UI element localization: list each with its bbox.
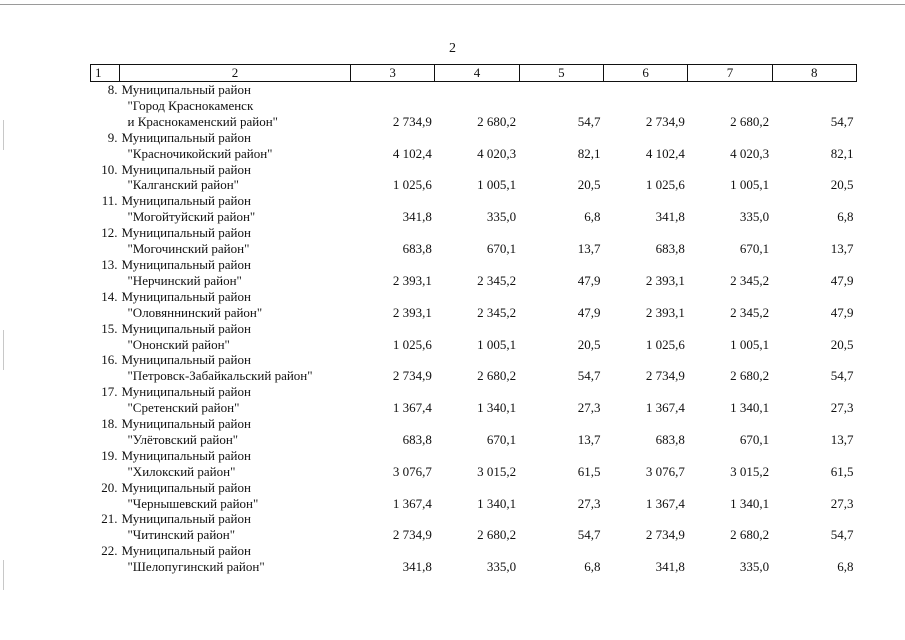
district-name-line: Муниципальный район	[121, 320, 251, 336]
header-col-5: 5	[519, 65, 603, 82]
table-row	[91, 511, 857, 543]
value-col-7: 2 345,2	[730, 272, 770, 288]
value-col-5: 27,3	[577, 400, 601, 416]
district-name	[120, 289, 351, 321]
value-col-5: 13,7	[577, 431, 601, 447]
value-col-8: 6,8	[837, 209, 854, 225]
value-col-5: 54,7	[577, 527, 601, 543]
value-col-7: 2 680,2	[730, 527, 770, 543]
district-name-line: "Читинский район"	[127, 527, 236, 543]
table-row	[91, 257, 857, 289]
header-col-4: 4	[435, 65, 519, 82]
value-col-3: 4 102,4	[392, 145, 432, 161]
header-row	[91, 65, 857, 82]
value-col-8: 47,9	[830, 272, 854, 288]
district-name-line: Муниципальный район	[121, 82, 251, 97]
district-name-line: "Оловяннинский район"	[127, 304, 263, 320]
district-name-line: Муниципальный район	[121, 479, 251, 495]
value-col-6: 683,8	[655, 241, 685, 257]
value-col-8: 82,1	[830, 145, 854, 161]
row-number: 19.	[101, 447, 118, 463]
table-row	[91, 384, 857, 416]
table-body	[91, 82, 857, 576]
row-number: 16.	[101, 352, 118, 368]
value-col-5: 20,5	[577, 177, 601, 193]
row-number: 8.	[107, 82, 118, 97]
value-col-4: 3 015,2	[477, 463, 517, 479]
value-col-8: 27,3	[830, 495, 854, 511]
page-number: 2	[449, 41, 456, 56]
value-col-7: 1 340,1	[730, 400, 770, 416]
value-col-5: 20,5	[577, 336, 601, 352]
value-col-3: 3 076,7	[392, 463, 432, 479]
district-name-line: Муниципальный район	[121, 416, 251, 432]
table-row	[91, 225, 857, 257]
row-number: 18.	[101, 416, 118, 432]
row-number: 15.	[101, 320, 118, 336]
value-col-7: 2 345,2	[730, 304, 770, 320]
row-number: 9.	[107, 129, 118, 145]
value-col-3: 1 025,6	[392, 336, 432, 352]
district-name-line: "Ононский район"	[127, 336, 230, 352]
value-col-6: 1 367,4	[645, 400, 685, 416]
value-col-4: 670,1	[486, 241, 517, 257]
value-col-6: 341,8	[655, 209, 685, 225]
scan-side-mark	[3, 560, 4, 590]
header-col-7: 7	[688, 65, 772, 82]
value-col-6: 1 025,6	[645, 336, 685, 352]
value-col-7: 335,0	[739, 209, 770, 225]
value-col-7: 1 005,1	[730, 336, 770, 352]
value-col-8: 54,7	[830, 113, 854, 129]
value-col-3: 683,8	[402, 241, 432, 257]
district-name	[120, 384, 351, 416]
row-number: 10.	[101, 161, 118, 177]
row-number: 21.	[101, 511, 118, 527]
district-name-line: "Могойтуйский район"	[127, 209, 256, 225]
value-col-8: 20,5	[830, 336, 854, 352]
value-col-3: 1 025,6	[392, 177, 432, 193]
value-col-3: 2 734,9	[392, 368, 432, 384]
value-col-4: 1 340,1	[477, 400, 517, 416]
value-col-7: 2 680,2	[730, 113, 770, 129]
value-col-8: 13,7	[830, 431, 854, 447]
value-col-3: 341,8	[402, 559, 432, 575]
district-name-line: "Город Краснокаменск	[127, 97, 254, 113]
row-number: 17.	[101, 384, 118, 400]
row-number: 22.	[101, 543, 118, 559]
value-col-8: 27,3	[830, 400, 854, 416]
value-col-5: 27,3	[577, 495, 601, 511]
value-col-3: 2 734,9	[392, 527, 432, 543]
value-col-8: 54,7	[830, 527, 854, 543]
value-col-4: 2 345,2	[477, 272, 517, 288]
row-number: 11.	[101, 193, 118, 209]
table-row	[91, 289, 857, 321]
value-col-8: 6,8	[837, 559, 854, 575]
district-name	[120, 511, 351, 543]
district-name-line: "Петровск-Забайкальский район"	[127, 368, 313, 384]
value-col-6: 4 102,4	[645, 145, 685, 161]
table-row	[91, 193, 857, 225]
value-col-5: 54,7	[577, 368, 601, 384]
district-name-line: "Калганский район"	[127, 177, 239, 193]
district-name-line: "Могочинский район"	[127, 241, 250, 257]
value-col-4: 670,1	[486, 431, 517, 447]
value-col-7: 335,0	[739, 559, 770, 575]
value-col-5: 82,1	[577, 145, 601, 161]
district-name-line: Муниципальный район	[121, 352, 251, 368]
district-name-line: и Краснокаменский район"	[127, 113, 278, 129]
value-col-5: 47,9	[577, 304, 601, 320]
value-col-4: 1 340,1	[477, 495, 517, 511]
value-col-5: 61,5	[577, 463, 601, 479]
value-col-6: 3 076,7	[645, 463, 685, 479]
value-col-6: 1 367,4	[645, 495, 685, 511]
district-name-line: "Чернышевский район"	[127, 495, 259, 511]
district-name	[120, 225, 351, 257]
value-col-5: 6,8	[584, 559, 601, 575]
district-name-line: "Нерчинский район"	[127, 272, 242, 288]
distribution-table	[90, 64, 857, 575]
district-name-line: Муниципальный район	[121, 129, 251, 145]
row-number: 13.	[101, 256, 118, 272]
district-name	[120, 448, 351, 480]
table-row	[91, 130, 857, 162]
value-col-5: 13,7	[577, 241, 601, 257]
district-name	[120, 193, 351, 225]
value-col-3: 1 367,4	[392, 400, 432, 416]
district-name-line: Муниципальный район	[121, 193, 251, 209]
value-col-5: 47,9	[577, 272, 601, 288]
district-name	[120, 352, 351, 384]
district-name-line: Муниципальный район	[121, 384, 251, 400]
scan-top-rule	[0, 4, 905, 5]
row-number: 20.	[101, 479, 118, 495]
district-name	[120, 130, 351, 162]
row-number: 12.	[101, 225, 118, 241]
district-name-line: Муниципальный район	[121, 161, 251, 177]
value-col-7: 3 015,2	[730, 463, 770, 479]
header-col-1: 1	[91, 65, 120, 82]
value-col-6: 2 393,1	[645, 304, 685, 320]
value-col-3: 2 734,9	[392, 113, 432, 129]
district-name-line: Муниципальный район	[121, 225, 251, 241]
district-name-line: Муниципальный район	[121, 447, 251, 463]
header-col-8: 8	[772, 65, 856, 82]
table-row	[91, 82, 857, 130]
value-col-7: 1 340,1	[730, 495, 770, 511]
district-name	[120, 480, 351, 512]
district-name-line: "Хилокский район"	[127, 463, 236, 479]
district-name	[120, 321, 351, 353]
header-col-3: 3	[351, 65, 435, 82]
value-col-8: 20,5	[830, 177, 854, 193]
value-col-7: 2 680,2	[730, 368, 770, 384]
value-col-4: 1 005,1	[477, 336, 517, 352]
district-name-line: Муниципальный район	[121, 288, 251, 304]
district-name	[120, 416, 351, 448]
value-col-6: 341,8	[655, 559, 685, 575]
value-col-4: 2 680,2	[477, 113, 517, 129]
value-col-4: 2 680,2	[477, 527, 517, 543]
value-col-3: 1 367,4	[392, 495, 432, 511]
table-row	[91, 321, 857, 353]
value-col-3: 2 393,1	[392, 272, 432, 288]
district-name	[120, 162, 351, 194]
value-col-4: 335,0	[486, 559, 517, 575]
value-col-3: 341,8	[402, 209, 432, 225]
table-header	[91, 65, 857, 82]
district-name-line: Муниципальный район	[121, 256, 251, 272]
header-col-2: 2	[120, 65, 351, 82]
value-col-4: 335,0	[486, 209, 517, 225]
table-row	[91, 352, 857, 384]
row-number: 14.	[101, 288, 118, 304]
value-col-8: 47,9	[830, 304, 854, 320]
header-col-6: 6	[603, 65, 687, 82]
scan-side-mark	[3, 330, 4, 370]
value-col-6: 683,8	[655, 431, 685, 447]
district-name-line: "Улётовский район"	[127, 431, 239, 447]
table-row	[91, 480, 857, 512]
district-name-line: "Сретенский район"	[127, 400, 240, 416]
district-name	[120, 257, 351, 289]
table-row	[91, 543, 857, 575]
value-col-4: 2 680,2	[477, 368, 517, 384]
value-col-7: 1 005,1	[730, 177, 770, 193]
table-row	[91, 162, 857, 194]
value-col-8: 54,7	[830, 368, 854, 384]
value-col-6: 2 734,9	[645, 527, 685, 543]
district-name	[120, 543, 351, 575]
district-name-line: "Красночикойский район"	[127, 145, 273, 161]
value-col-4: 1 005,1	[477, 177, 517, 193]
value-col-8: 13,7	[830, 241, 854, 257]
scan-side-mark	[3, 120, 4, 150]
value-col-4: 2 345,2	[477, 304, 517, 320]
table-row	[91, 448, 857, 480]
value-col-7: 4 020,3	[730, 145, 770, 161]
value-col-6: 1 025,6	[645, 177, 685, 193]
value-col-6: 2 734,9	[645, 368, 685, 384]
table-row	[91, 416, 857, 448]
value-col-3: 683,8	[402, 431, 432, 447]
value-col-7: 670,1	[739, 431, 770, 447]
value-col-3: 2 393,1	[392, 304, 432, 320]
value-col-5: 6,8	[584, 209, 601, 225]
value-col-6: 2 734,9	[645, 113, 685, 129]
value-col-7: 670,1	[739, 241, 770, 257]
district-name-line: "Шелопугинский район"	[127, 559, 265, 575]
value-col-5: 54,7	[577, 113, 601, 129]
value-col-6: 2 393,1	[645, 272, 685, 288]
value-col-8: 61,5	[830, 463, 854, 479]
district-name	[120, 82, 351, 130]
district-name-line: Муниципальный район	[121, 543, 251, 559]
district-name-line: Муниципальный район	[121, 511, 251, 527]
value-col-4: 4 020,3	[477, 145, 517, 161]
